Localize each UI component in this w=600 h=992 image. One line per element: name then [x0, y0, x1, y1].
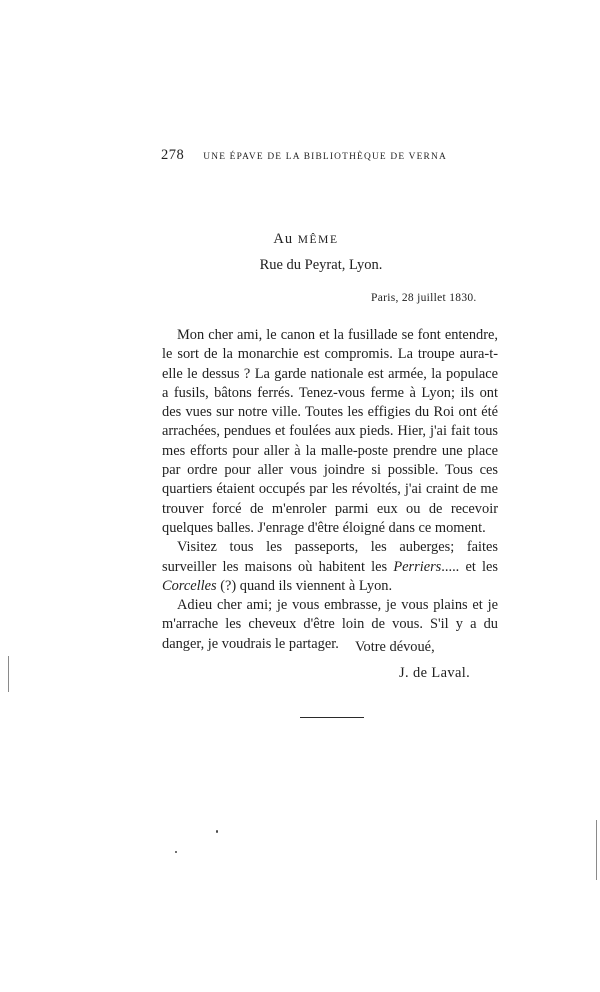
paragraph-2	[162, 538, 498, 596]
paragraph-1: Mon cher ami, le canon et la fusillade se font entendre, le sort de la monarchie est compromis. La troupe aura-t-elle le dessus ? La garde nationale est armée, la populace a fusils, bâtons ferrés. Tenez-vous ferme à Lyon; ils ont des vues sur notre ville. Toutes les effigies du Roi ont été arrachées, pendues et foulées aux pieds. Hier, j'ai fait tous mes efforts pour aller à la malle-poste prendre une place par ordre pour aller vous joindre si possible. Tous ces quartiers étaient occupés par les révoltés, j'ai craint de me trouver forcé de m'enroler parmi eux ou de recevoir quelques balles. J'enrage d'être éloigné dans ce moment.	[162, 327, 498, 536]
running-head	[161, 147, 481, 164]
ink-speck	[175, 851, 177, 853]
heading-small-caps: MÊME	[297, 234, 339, 246]
page-edge-mark	[8, 656, 9, 692]
running-title: UNE ÉPAVE DE LA BIBLIOTHÈQUE DE VERNA	[203, 152, 447, 162]
letter-address: Rue du Peyrat, Lyon.	[259, 257, 383, 273]
page-number: 278	[161, 147, 185, 163]
name-perriers: Perriers	[393, 558, 442, 575]
paragraph-2-text-a: Visitez tous les passeports, les auberges; faites surveiller les maisons où habitent les	[162, 539, 498, 575]
paragraph-2-text-e: (?) quand ils viennent à Lyon.	[216, 577, 393, 594]
page-edge-mark	[596, 820, 597, 880]
heading-cap: Au	[273, 231, 294, 247]
paragraph-3: Adieu cher ami; je vous embrasse, je vous plains et je m'arrache les cheveux d'être loin de vous. S'il y a du danger, je voudrais le partager.	[162, 597, 498, 652]
letter-heading	[0, 231, 600, 248]
letter-closing: Votre dévoué,	[355, 639, 435, 655]
letter-dateline: Paris, 28 juillet 1830.	[371, 292, 477, 304]
paragraph-2-text-c: ..... et les	[441, 558, 498, 575]
letter-body	[162, 326, 498, 654]
name-corcelles: Corcelles	[162, 577, 217, 594]
ink-speck	[216, 830, 218, 833]
letter-signature: J. de Laval.	[399, 665, 471, 681]
end-rule	[300, 717, 364, 718]
